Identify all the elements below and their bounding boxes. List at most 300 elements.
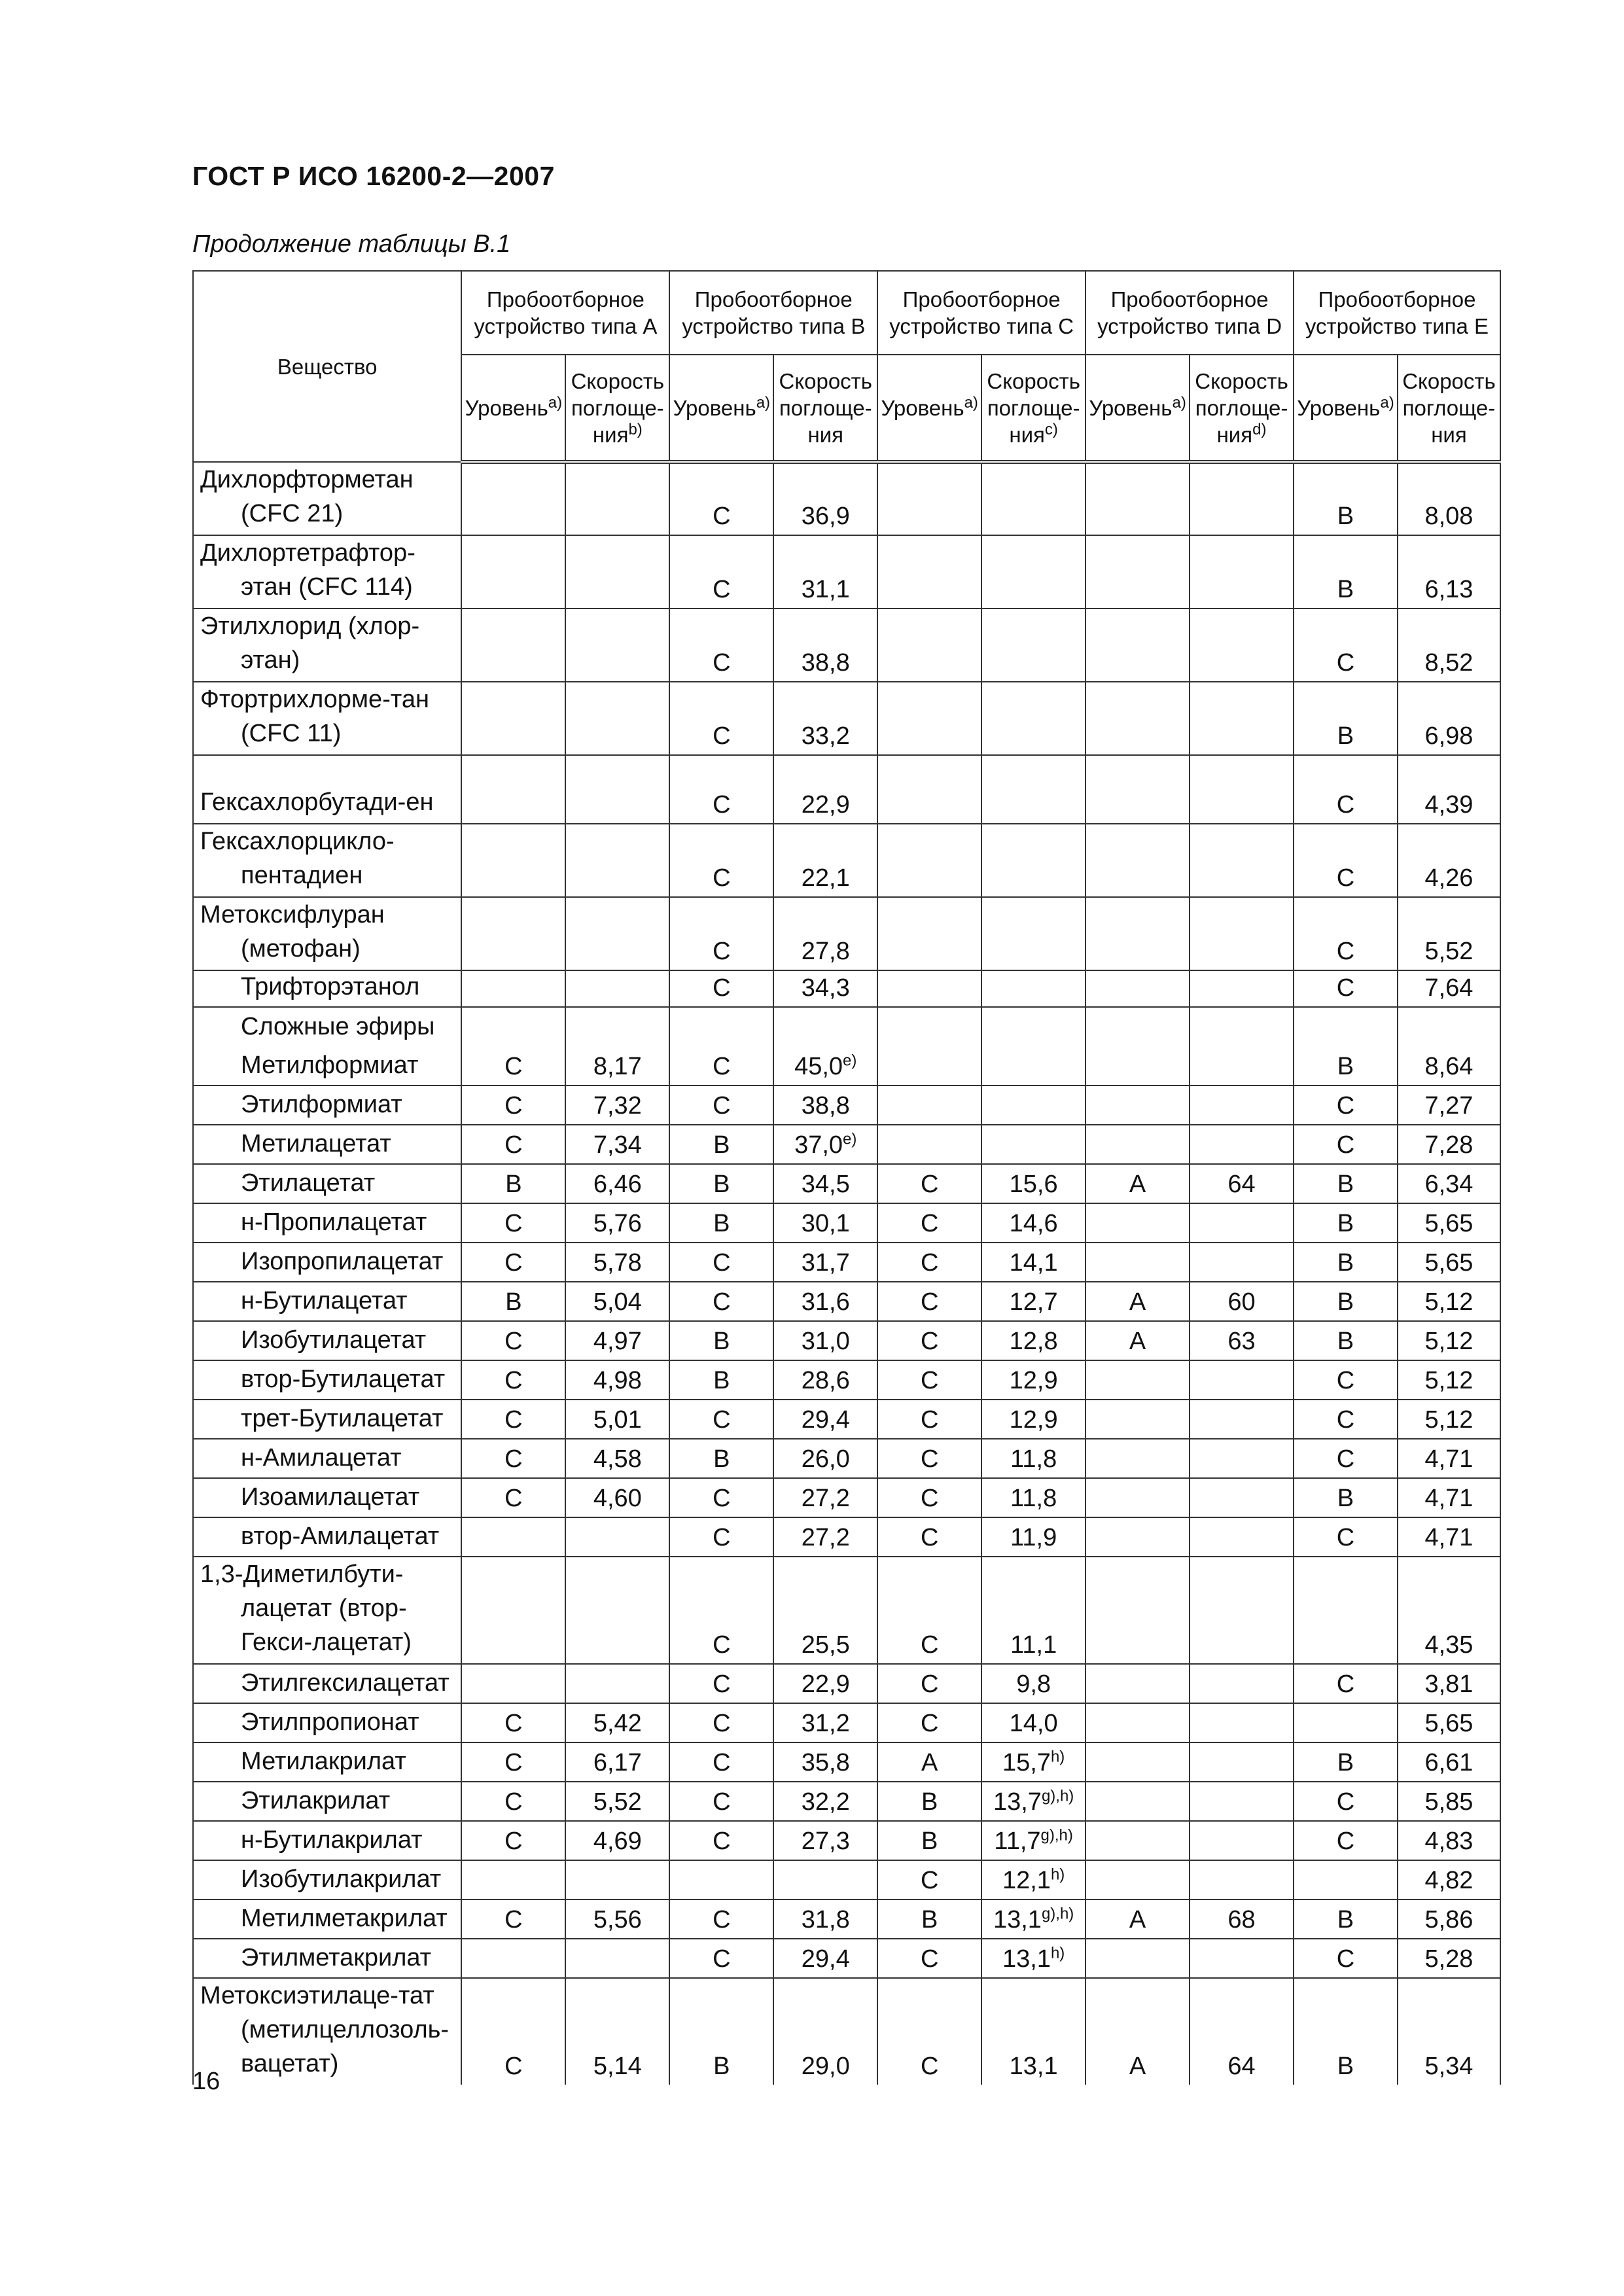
level-cell: C [877,1703,981,1742]
uptake-rate-cell [1190,755,1294,824]
uptake-rate-cell: 34,3 [773,970,877,1007]
level-cell: B [1294,1164,1398,1203]
level-cell: C [669,824,773,897]
level-cell: C [669,1899,773,1939]
level-cell [1086,1478,1190,1517]
uptake-rate-cell [1190,970,1294,1007]
uptake-rate-cell: 63 [1190,1321,1294,1360]
uptake-rate-cell: 6,61 [1398,1742,1500,1782]
level-cell [877,609,981,682]
uptake-rate-cell: 4,71 [1398,1478,1500,1517]
table-row [193,1557,1500,1664]
uptake-rate-cell [773,1860,877,1899]
uptake-rate-cell: 12,1$^{h)}$ [981,1860,1086,1899]
level-cell: C [1294,970,1398,1007]
sub-header: Скорость поглоще-ния$^{d)}$ [1190,355,1294,462]
uptake-rate-cell: 12,9 [981,1400,1086,1439]
uptake-rate-cell: 11,1 [981,1557,1086,1664]
substance-name: Метилметакрилат [193,1899,461,1939]
substance-name: Метилформиат [193,1046,461,1086]
table-row [193,1478,1500,1517]
uptake-rate-cell: 12,9 [981,1360,1086,1400]
uptake-rate-cell [565,1557,669,1664]
substance-name: 1,3-Диметилбути-лацетат (втор-Гекси-лацетат) [193,1557,461,1664]
level-cell: B [1294,1243,1398,1282]
uptake-rate-cell: 6,17 [565,1742,669,1782]
level-cell [669,1007,773,1046]
uptake-rate-cell: 4,60 [565,1478,669,1517]
sub-header: Уровень$^{а)}$ [1086,355,1190,462]
uptake-rate-cell: 8,17 [565,1046,669,1086]
uptake-rate-cell: 64 [1190,1164,1294,1203]
uptake-rate-cell: 8,08 [1398,462,1500,535]
uptake-rate-cell: 13,1$^{h)}$ [981,1939,1086,1978]
uptake-rate-cell: 31,2 [773,1703,877,1742]
level-cell: C [461,1899,565,1939]
level-cell: C [1294,1782,1398,1821]
level-cell: B [877,1899,981,1939]
uptake-rate-cell: 36,9 [773,462,877,535]
table-caption: Продолжение таблицы В.1 [192,230,511,258]
uptake-rate-cell: 8,52 [1398,609,1500,682]
substance-name: Изобутилакрилат [193,1860,461,1899]
sub-header: Уровень$^{а)}$ [461,355,565,462]
level-cell: C [669,1400,773,1439]
table-row [193,1007,1500,1046]
uptake-rate-cell: 4,35 [1398,1557,1500,1664]
level-cell [877,1046,981,1086]
substance-name: Метоксиэтилаце-тат (метилцеллозоль-вацетат) [193,1978,461,2085]
table-row [193,462,1500,535]
uptake-rate-cell [981,682,1086,755]
uptake-rate-cell: 5,86 [1398,1899,1500,1939]
uptake-rate-cell: 5,12 [1398,1282,1500,1321]
level-cell [1294,1007,1398,1046]
uptake-rate-cell: 5,65 [1398,1203,1500,1243]
level-cell: B [1294,535,1398,609]
level-cell: C [461,1782,565,1821]
sub-header: Скорость поглоще-ния [1398,355,1500,462]
level-cell: C [669,1664,773,1703]
substance-name: Этилгексилацетат [193,1664,461,1703]
level-cell: C [669,1939,773,1978]
level-cell: C [461,1046,565,1086]
uptake-rate-cell [1190,1517,1294,1557]
level-cell [877,824,981,897]
level-cell [1086,1007,1190,1046]
level-cell: C [877,1282,981,1321]
level-cell: C [1294,755,1398,824]
substance-name: Метилацетат [193,1125,461,1164]
uptake-rate-cell: 7,27 [1398,1086,1500,1125]
level-cell: B [1294,682,1398,755]
uptake-rate-cell: 6,46 [565,1164,669,1203]
uptake-rate-cell: 13,1 [981,1978,1086,2085]
level-cell [1086,1860,1190,1899]
substance-name: Этилхлорид (хлор-этан) [193,609,461,682]
uptake-rate-cell [565,1664,669,1703]
level-cell: C [669,535,773,609]
level-cell: A [1086,1978,1190,2085]
uptake-rate-cell [1190,1007,1294,1046]
uptake-rate-cell: 7,28 [1398,1125,1500,1164]
sub-header: Скорость поглоще-ния$^{b)}$ [565,355,669,462]
uptake-rate-cell: 22,9 [773,1664,877,1703]
level-cell: C [461,1360,565,1400]
uptake-rate-cell: 31,7 [773,1243,877,1282]
level-cell: C [1294,1821,1398,1860]
uptake-rate-cell: 4,58 [565,1439,669,1478]
level-cell [877,970,981,1007]
level-cell [461,1664,565,1703]
substance-name: Сложные эфиры [193,1007,461,1046]
level-cell [1086,1086,1190,1125]
uptake-rate-cell [1190,1478,1294,1517]
level-cell: C [669,1557,773,1664]
uptake-rate-cell: 5,12 [1398,1321,1500,1360]
level-cell: C [461,1742,565,1782]
level-cell: C [669,462,773,535]
uptake-rate-cell [565,755,669,824]
level-cell: C [1294,1400,1398,1439]
level-cell: C [669,755,773,824]
table-row [193,1821,1500,1860]
level-cell: C [461,1086,565,1125]
table-row [193,1360,1500,1400]
level-cell: C [669,897,773,970]
uptake-rate-cell: 29,0 [773,1978,877,2085]
table-row [193,1282,1500,1321]
level-cell: C [877,1557,981,1664]
level-cell: C [461,1978,565,2085]
level-cell [461,970,565,1007]
level-cell [1086,1742,1190,1782]
uptake-rate-cell [1190,1439,1294,1478]
level-cell: B [1294,1203,1398,1243]
level-cell: B [1294,1899,1398,1939]
table-row [193,1860,1500,1899]
level-cell: C [1294,1664,1398,1703]
table-row [193,1517,1500,1557]
level-cell [1086,1664,1190,1703]
table-row [193,1046,1500,1086]
substance-name: Этилметакрилат [193,1939,461,1978]
substance-name: Фтортрихлорме-тан (CFC 11) [193,682,461,755]
level-cell [1294,1557,1398,1664]
page-number: 16 [192,2068,221,2095]
uptake-rate-cell [1190,1664,1294,1703]
substance-name: Изоамилацетат [193,1478,461,1517]
level-cell: A [1086,1282,1190,1321]
uptake-rate-cell [565,682,669,755]
uptake-rate-cell: $11,7^{g),h)}$ [981,1821,1086,1860]
level-cell: C [461,1439,565,1478]
table-row [193,535,1500,609]
level-cell [1086,1400,1190,1439]
uptake-rate-cell [1398,1007,1500,1046]
uptake-rate-cell: 5,65 [1398,1243,1500,1282]
level-cell: B [669,1125,773,1164]
uptake-rate-cell: 7,34 [565,1125,669,1164]
substance-name: Метоксифлуран (метофан) [193,897,461,970]
uptake-rate-cell: 5,42 [565,1703,669,1742]
level-cell: B [1294,1046,1398,1086]
substance-name: трет-Бутилацетат [193,1400,461,1439]
uptake-rate-cell: 11,9 [981,1517,1086,1557]
level-cell: B [461,1282,565,1321]
uptake-rate-cell [981,970,1086,1007]
group-header-e: Пробоотборное устройство типа E [1294,271,1500,355]
level-cell: B [1294,1478,1398,1517]
substance-name: Этилацетат [193,1164,461,1203]
level-cell [1086,1439,1190,1478]
uptake-rate-cell [1190,1939,1294,1978]
uptake-rate-cell: 5,78 [565,1243,669,1282]
table-row [193,682,1500,755]
level-cell [461,1860,565,1899]
uptake-rate-cell [565,609,669,682]
uptake-rate-cell [565,1939,669,1978]
level-cell: B [669,1360,773,1400]
table-row [193,1321,1500,1360]
level-cell [461,535,565,609]
level-cell [461,755,565,824]
uptake-rate-cell [1190,1243,1294,1282]
level-cell: C [669,1703,773,1742]
uptake-rate-cell: 38,8 [773,1086,877,1125]
level-cell: B [461,1164,565,1203]
substance-name: н-Бутилацетат [193,1282,461,1321]
uptake-rate-cell [1190,1203,1294,1243]
level-cell: B [877,1821,981,1860]
uptake-rate-cell: 28,6 [773,1360,877,1400]
level-cell: B [1294,462,1398,535]
level-cell: C [877,1360,981,1400]
level-cell [1086,1360,1190,1400]
uptake-rate-cell [981,824,1086,897]
table-row [193,1664,1500,1703]
sub-header: Уровень$^{а)}$ [877,355,981,462]
level-cell [1086,1703,1190,1742]
uptake-rate-cell [565,462,669,535]
level-cell: B [1294,1742,1398,1782]
substance-name: Этилформиат [193,1086,461,1125]
level-cell: C [461,1243,565,1282]
uptake-rate-cell: 32,2 [773,1782,877,1821]
uptake-rate-cell: 4,26 [1398,824,1500,897]
uptake-rate-cell: 5,12 [1398,1360,1500,1400]
uptake-rate-cell: 5,01 [565,1400,669,1439]
level-cell [1086,535,1190,609]
uptake-rate-cell: 4,71 [1398,1517,1500,1557]
uptake-rate-cell: 7,64 [1398,970,1500,1007]
uptake-rate-cell: 5,76 [565,1203,669,1243]
uptake-rate-cell [1190,535,1294,609]
uptake-rate-cell: 12,7 [981,1282,1086,1321]
uptake-rate-cell: 4,69 [565,1821,669,1860]
group-header-d: Пробоотборное устройство типа D [1086,271,1294,355]
level-cell: C [877,1664,981,1703]
uptake-rate-cell: 5,34 [1398,1978,1500,2085]
uptake-rate-cell: 4,83 [1398,1821,1500,1860]
uptake-rate-cell [1190,682,1294,755]
level-cell: C [1294,1360,1398,1400]
level-cell [877,1086,981,1125]
level-cell: C [877,1860,981,1899]
level-cell: C [1294,1517,1398,1557]
uptake-rate-cell [1190,824,1294,897]
level-cell [1086,609,1190,682]
uptake-rate-cell [981,609,1086,682]
level-cell [461,1557,565,1664]
substance-name: втор-Бутилацетат [193,1360,461,1400]
level-cell: C [1294,824,1398,897]
substance-name: Этилпропионат [193,1703,461,1742]
substance-name: н-Бутилакрилат [193,1821,461,1860]
uptake-rate-cell: 35,8 [773,1742,877,1782]
substance-name: Гексахлорцикло-пентадиен [193,824,461,897]
uptake-rate-cell [981,897,1086,970]
table-row [193,1939,1500,1978]
level-cell: A [1086,1321,1190,1360]
level-cell [877,1125,981,1164]
level-cell [1086,682,1190,755]
level-cell [1294,1703,1398,1742]
uptake-rate-cell: 22,9 [773,755,877,824]
level-cell: C [877,1321,981,1360]
uptake-rate-cell [981,1086,1086,1125]
uptake-rate-cell: 25,5 [773,1557,877,1664]
uptake-rate-cell: 4,97 [565,1321,669,1360]
uptake-rate-cell [981,1007,1086,1046]
uptake-rate-cell: 4,71 [1398,1439,1500,1478]
uptake-rate-cell [773,1007,877,1046]
table-row [193,1703,1500,1742]
uptake-rate-cell: 5,52 [565,1782,669,1821]
uptake-rate-cell: 14,1 [981,1243,1086,1282]
uptake-rate-cell: 27,2 [773,1517,877,1557]
level-cell: C [669,1517,773,1557]
level-cell [877,682,981,755]
level-cell [877,535,981,609]
level-cell [669,1860,773,1899]
table-row [193,1978,1500,2085]
uptake-rate-cell [1190,1400,1294,1439]
table-row [193,1899,1500,1939]
uptake-rate-cell [565,970,669,1007]
substance-name: Этилакрилат [193,1782,461,1821]
level-cell: C [877,1164,981,1203]
level-cell [461,682,565,755]
sub-header: Скорость поглоще-ния [773,355,877,462]
level-cell: B [1294,1321,1398,1360]
uptake-rate-cell: 68 [1190,1899,1294,1939]
uptake-rate-cell: 5,52 [1398,897,1500,970]
level-cell: B [669,1439,773,1478]
level-cell: C [1294,1939,1398,1978]
uptake-rate-cell [565,1860,669,1899]
uptake-rate-cell: 15,7$^{h)}$ [981,1742,1086,1782]
level-cell: B [1294,1978,1398,2085]
level-cell: B [669,1203,773,1243]
uptake-rate-cell [1190,1860,1294,1899]
uptake-rate-cell: 3,81 [1398,1664,1500,1703]
uptake-rate-cell: 30,1 [773,1203,877,1243]
level-cell: C [461,1125,565,1164]
level-cell [1086,1203,1190,1243]
uptake-rate-cell: 31,1 [773,535,877,609]
uptake-rate-cell: 37,0$^{e)}$ [773,1125,877,1164]
uptake-rate-cell: 31,6 [773,1282,877,1321]
table-row [193,824,1500,897]
level-cell: C [669,1782,773,1821]
table-row [193,1243,1500,1282]
level-cell [1086,824,1190,897]
level-cell [1086,462,1190,535]
level-cell: C [877,1203,981,1243]
level-cell: C [461,1478,565,1517]
substance-name: Гексахлорбутади-ен [193,755,461,824]
substance-name: Дихлортетрафтор-этан (CFC 114) [193,535,461,609]
level-cell: C [461,1203,565,1243]
uptake-rate-cell: 5,14 [565,1978,669,2085]
level-cell: A [877,1742,981,1782]
uptake-rate-cell [1190,1125,1294,1164]
level-cell: C [461,1400,565,1439]
table-row [193,1400,1500,1439]
table-row [193,609,1500,682]
level-cell [1086,1517,1190,1557]
table-row [193,897,1500,970]
substance-header: Вещество [193,271,461,462]
level-cell: C [669,1243,773,1282]
level-cell [877,897,981,970]
sub-header: Скорость поглоще-ния$^{c)}$ [981,355,1086,462]
level-cell: C [877,1517,981,1557]
uptake-rate-cell [1190,897,1294,970]
level-cell [461,1939,565,1978]
uptake-rate-cell: 27,2 [773,1478,877,1517]
uptake-rate-cell [565,897,669,970]
substance-name: Изобутилацетат [193,1321,461,1360]
uptake-rate-cell: 27,8 [773,897,877,970]
uptake-rate-cell: 31,0 [773,1321,877,1360]
uptake-rate-cell [981,462,1086,535]
uptake-rate-cell: 60 [1190,1282,1294,1321]
table-row [193,1125,1500,1164]
uptake-rate-cell: 31,8 [773,1899,877,1939]
level-cell [1086,897,1190,970]
uptake-rate-cell: 14,6 [981,1203,1086,1243]
uptake-rate-cell: 34,5 [773,1164,877,1203]
uptake-rate-cell: 5,28 [1398,1939,1500,1978]
group-header-a: Пробоотборное устройство типа A [461,271,669,355]
level-cell: C [461,1821,565,1860]
level-cell [1086,1939,1190,1978]
sub-header: Уровень$^{а)}$ [1294,355,1398,462]
level-cell: C [669,1086,773,1125]
uptake-rate-cell [1190,1086,1294,1125]
level-cell [877,462,981,535]
uptake-rate-cell: 22,1 [773,824,877,897]
uptake-rate-cell [1190,1782,1294,1821]
level-cell: C [877,1400,981,1439]
level-cell: C [669,1742,773,1782]
uptake-rate-cell [1190,1821,1294,1860]
level-cell: B [1294,1282,1398,1321]
level-cell [461,824,565,897]
uptake-rate-cell [1190,1742,1294,1782]
